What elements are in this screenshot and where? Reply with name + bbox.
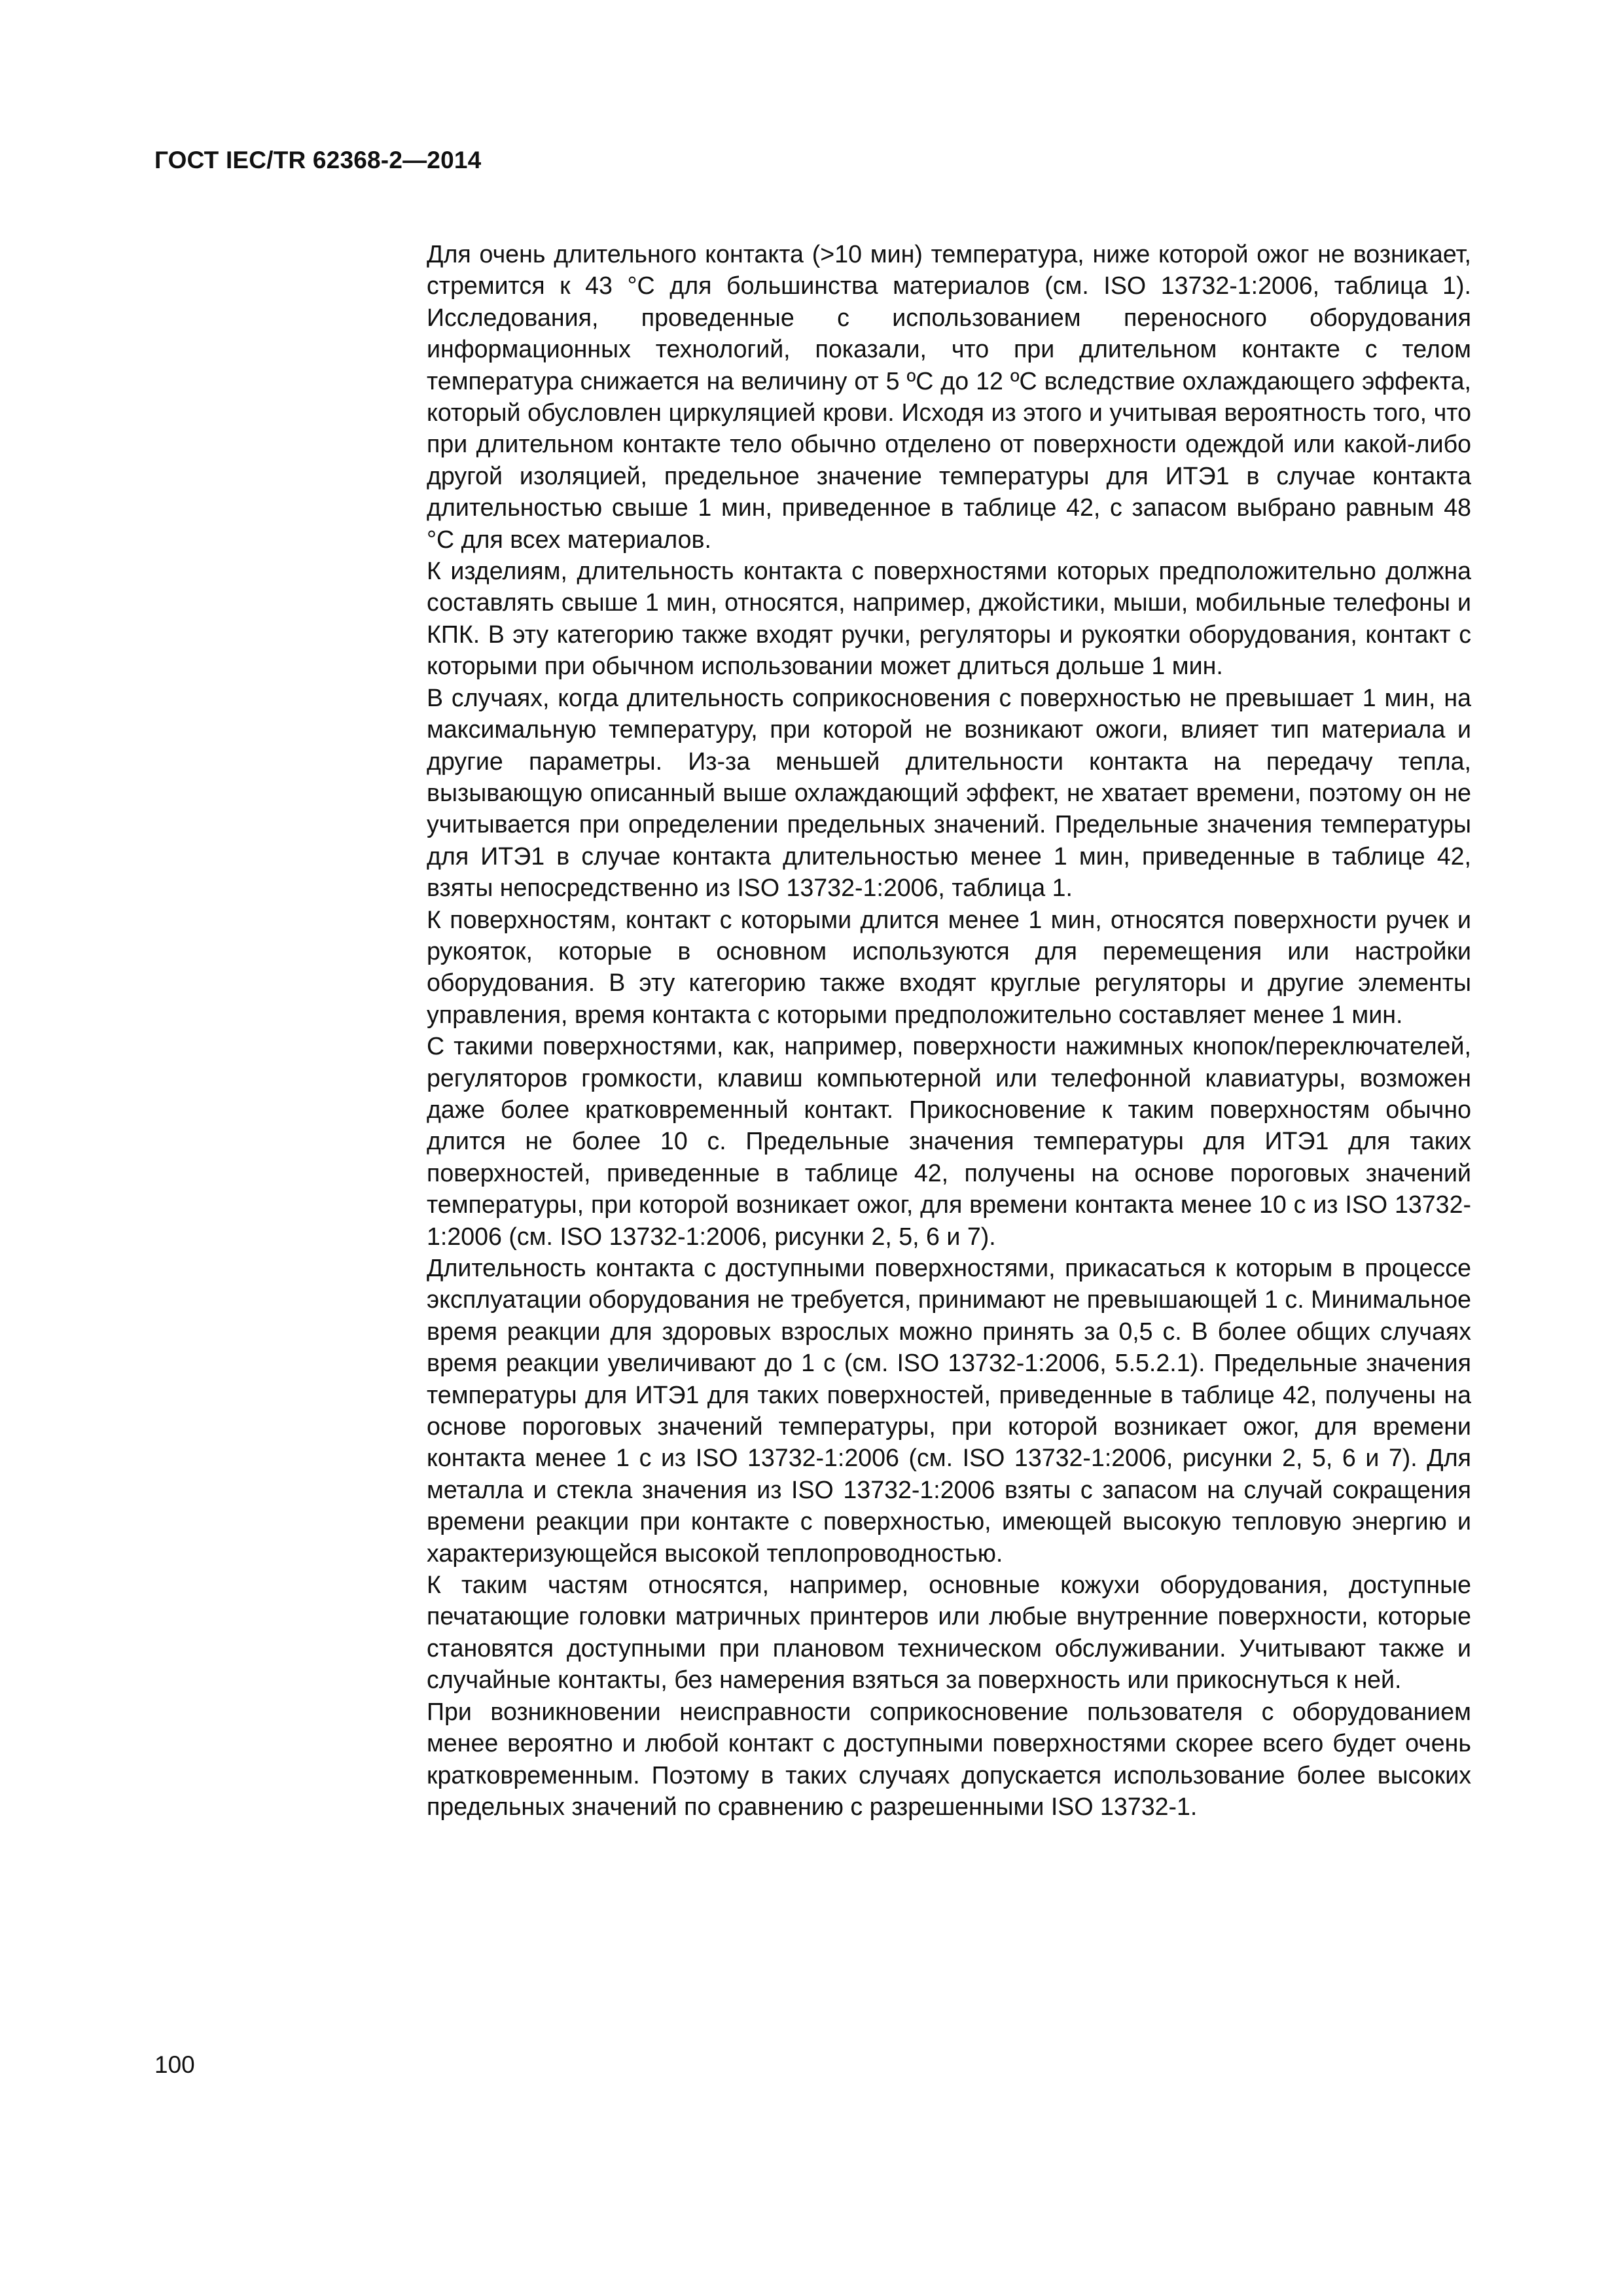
paragraph-1: Для очень длительного контакта (>10 мин) температура, ниже которой ожог не возникает, стремится к 43 °С для большинства материалов (см. ISO 13732-1:2006, таблица 1). Исследования, проведенные с использованием переносного оборудования информационных технологий, показали, что при длительном контакте с телом температура снижается на величину от 5 ºС до 12 ºС вследствие охлаждающего эффекта, который обусловлен циркуляцией крови. Исходя из этого и учитывая вероятность того, что при длительном контакте тело обычно отделено от поверхности одеждой или какой-либо другой изоляцией, предельное значение температуры для ИТЭ1 в случае контакта длительностью свыше 1 мин, приведенное в таблице 42, с запасом выбрано равным 48 °С для всех материалов. xyxy=(427,240,1471,553)
body-text xyxy=(427,238,1471,1822)
paragraph-3: В случаях, когда длительность соприкосновения с поверхностью не превышает 1 мин, на максимальную температуру, при которой не возникают ожоги, влияет тип материала и другие параметры. Из-за меньшей длительности контакта на передачу тепла, вызывающую описанный выше охлаждающий эффект, не хватает времени, поэтому он не учитывается при определении предельных значений. Предельные значения температуры для ИТЭ1 в случае контакта длительностью менее 1 мин, приведенные в таблице 42, взяты непосредственно из ISO 13732-1:2006, таблица 1. xyxy=(427,683,1471,902)
paragraph-2: К изделиям, длительность контакта с поверхностями которых предположительно должна составлять свыше 1 мин, относятся, например, джойстики, мыши, мобильные телефоны и КПК. В эту категорию также входят ручки, регуляторы и рукоятки оборудования, контакт с которыми при обычном использовании может длиться дольше 1 мин. xyxy=(427,557,1471,680)
paragraph-6: Длительность контакта с доступными поверхностями, прикасаться к которым в процессе эксплуатации оборудования не требуется, принимают не превышающей 1 с. Минимальное время реакции для здоровых взрослых можно принять за 0,5 с. В более общих случаях время реакции увеличивают до 1 с (см. ISO 13732-1:2006, 5.5.2.1). Предельные значения температуры для ИТЭ1 для таких поверхностей, приведенные в таблице 42, получены на основе пороговых значений температуры, при которой возникает ожог, для времени контакта менее 1 с из ISO 13732-1:2006 (см. ISO 13732-1:2006, рисунки 2, 5, 6 и 7). Для металла и стекла значения из ISO 13732-1:2006 взяты с запасом на случай сокращения времени реакции при контакте с поверхностью, имеющей высокую тепловую энергию и характеризующейся высокой теплопроводностью. xyxy=(427,1254,1471,1567)
page-number: 100 xyxy=(154,2051,195,2078)
paragraph-4: К поверхностям, контакт с которыми длится менее 1 мин, относятся поверхности ручек и рукояток, которые в основном используются для перемещения или настройки оборудования. В эту категорию также входят круглые регуляторы и другие элементы управления, время контакта с которыми предположительно составляет менее 1 мин. xyxy=(427,905,1471,1028)
document-header: ГОСТ IEC/TR 62368-2—2014 xyxy=(154,147,482,173)
paragraph-7: К таким частям относятся, например, основные кожухи оборудования, доступные печатающие головки матричных принтеров или любые внутренние поверхности, которые становятся доступными при плановом техническом обслуживании. Учитывают также и случайные контакты, без намерения взяться за поверхность или прикоснуться к ней. xyxy=(427,1571,1471,1694)
paragraph-5: С такими поверхностями, как, например, поверхности нажимных кнопок/переключателей, регуляторов громкости, клавиш компьютерной или телефонной клавиатуры, возможен даже более кратковременный контакт. Прикосновение к таким поверхностям обычно длится не более 10 с. Предельные значения температуры для ИТЭ1 для таких поверхностей, приведенные в таблице 42, получены на основе пороговых значений температуры, при которой возникает ожог, для времени контакта менее 10 с из ISO 13732-1:2006 (см. ISO 13732-1:2006, рисунки 2, 5, 6 и 7). xyxy=(427,1032,1471,1250)
paragraph-8: При возникновении неисправности соприкосновение пользователя с оборудованием менее вероятно и любой контакт с доступными поверхностями скорее всего будет очень кратковременным. Поэтому в таких случаях допускается использование более высоких предельных значений по сравнению с разрешенными ISO 13732-1. xyxy=(427,1697,1471,1820)
